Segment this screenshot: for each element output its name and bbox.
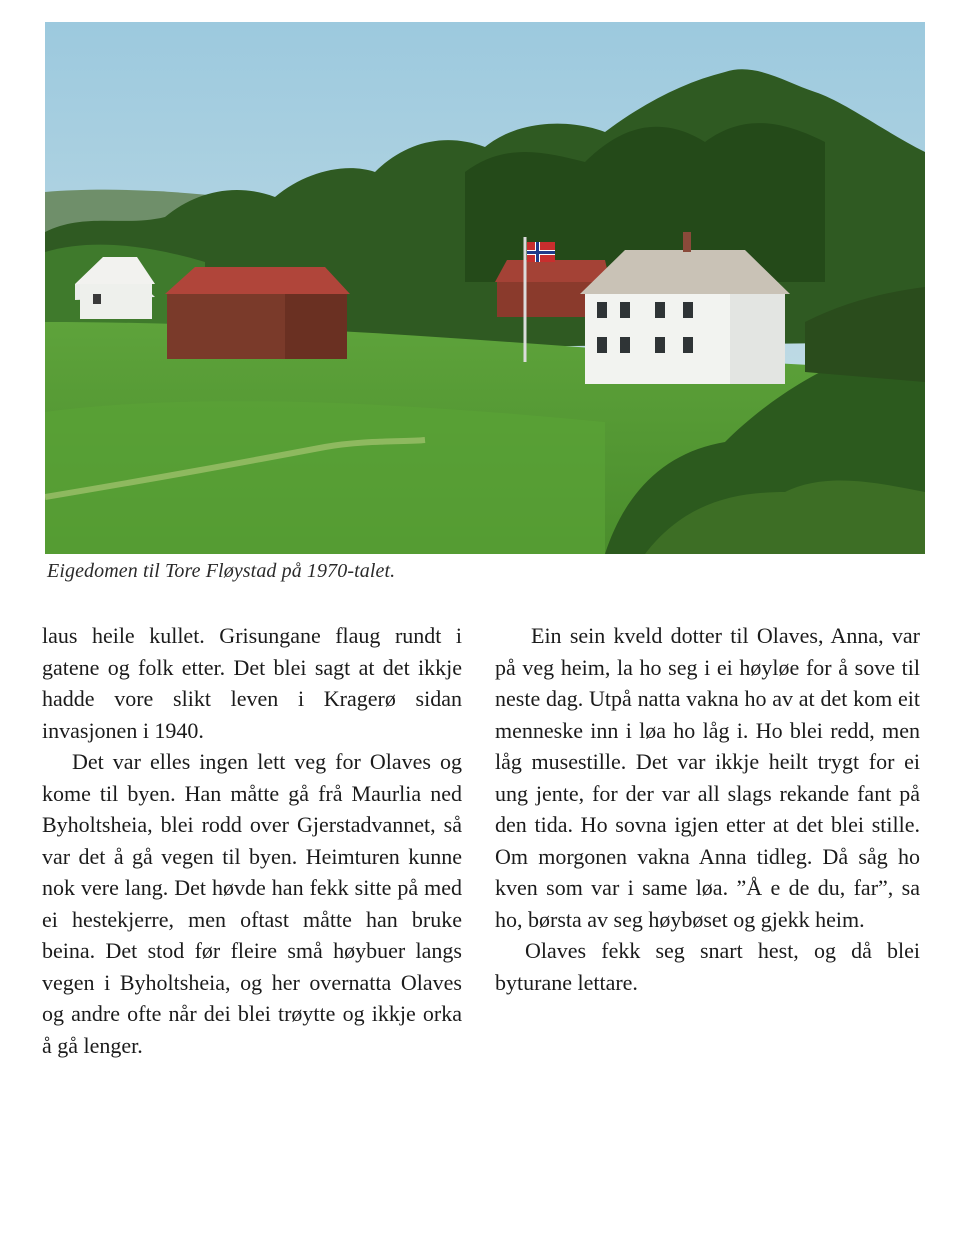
farm-photo-illustration	[45, 22, 925, 554]
right-column	[495, 620, 920, 998]
photo-caption: Eigedomen til Tore Fløystad på 1970-talet.	[47, 560, 396, 582]
farm-photo	[45, 22, 925, 554]
paragraph: laus heile kullet. Grisungane flaug rundt i gatene og folk etter. Det blei sagt at det ikkje hadde vore slikt leven i Kragerø sidan invasjonen i 1940.	[42, 623, 462, 743]
left-column	[42, 620, 462, 1061]
paragraph: Olaves fekk seg snart hest, og då blei byturane lettare.	[495, 938, 920, 995]
paragraph: Det var elles ingen lett veg for Olaves og kome til byen. Han måtte gå frå Maurlia ned Byholtsheia, blei rodd over Gjerstadvannet, så var det å gå vegen til byen. Heimturen kunne nok vere lang. Det høvde han fekk sitte på med ei hestekjerre, men oftast måtte han bruke beina. Det stod før fleire små høybuer langs vegen i Byholtsheia, og her overnatta Olaves og andre ofte når dei blei trøytte og ikkje orka å gå lenger.	[42, 749, 462, 1058]
paragraph: Ein sein kveld dotter til Olaves, Anna, var på veg heim, la ho seg i ei høyløe for å sove til neste dag. Utpå natta vakna ho av at det kom eit menneske inn i løa ho låg i. Ho blei redd, men låg musestille. Det var ikkje heilt trygt for ei ung jente, for der var all slags rekande fant på den tida. Ho sovna igjen etter at det blei stille. Om morgonen vakna Anna tidleg. Då såg ho kven som var i same løa. ”Å e de du, far”, sa ho, børsta av seg høybøset og gjekk heim.	[495, 623, 920, 932]
